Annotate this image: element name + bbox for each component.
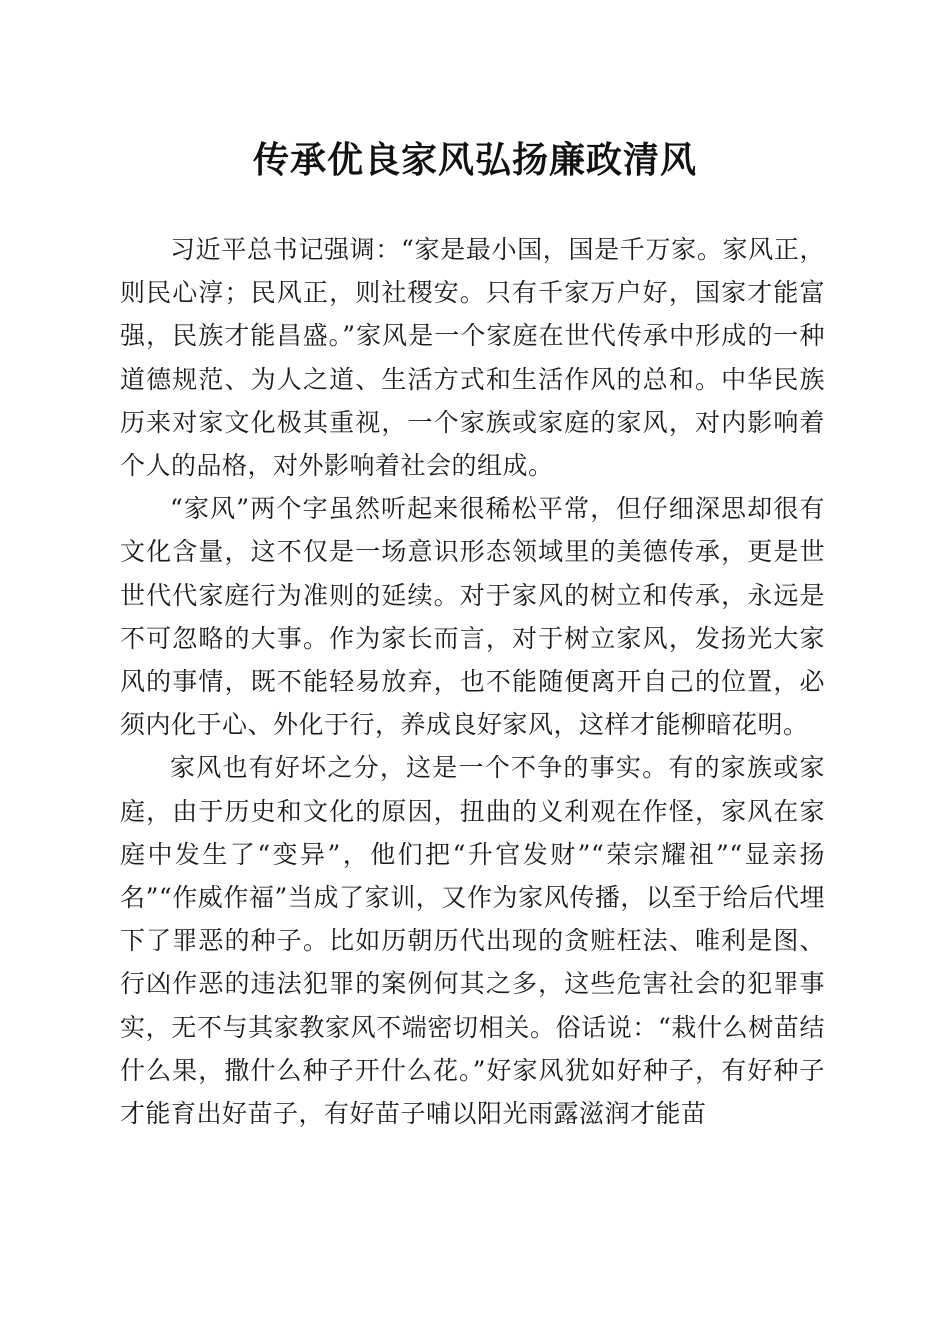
paragraph-2: “家风”两个字虽然听起来很稀松平常，但仔细深思却很有文化含量，这不仅是一场意识形态领域里的美德传承，更是世世代代家庭行为准则的延续。对于家风的树立和传承，永远是不可忽略的大事。作为家长而言，对于树立家风，发扬光大家风的事情，既不能轻易放弃，也不能随便离开自己的位置，必须内化于心、外化于行，养成良好家风，这样才能柳暗花明。 bbox=[120, 494, 825, 740]
paragraph-3: 家风也有好坏之分，这是一个不争的事实。有的家族或家庭，由于历史和文化的原因，扭曲的义利观在作怪，家风在家庭中发生了“变异”，他们把“升官发财”“荣宗耀祖”“显亲扬名”“作威作福”当成了家训，又作为家风传播，以至于给后代埋下了罪恶的种子。比如历朝历代出现的贪赃枉法、唯利是图、行凶作恶的违法犯罪的案例何其之多，这些危害社会的犯罪事实，无不与其家教家风不端密切相关。俗话说：“栽什么树苗结什么果，撒什么种子开什么花。”好家风犹如好种子，有好种子才能育出好苗子，有好苗子哺以阳光雨露滋润才能苗 bbox=[120, 753, 825, 1129]
paragraph-1: 习近平总书记强调：“家是最小国，国是千万家。家风正，则民心淳；民风正，则社稷安。只有千家万户好，国家才能富强，民族才能昌盛。”家风是一个家庭在世代传承中形成的一种道德规范、为人之道、生活方式和生活作风的总和。中华民族历来对家文化极其重视，一个家族或家庭的家风，对内影响着个人的品格，对外影响着社会的组成。 bbox=[120, 235, 825, 481]
document-title: 传承优良家风弘扬廉政清风 bbox=[252, 139, 697, 181]
document-body bbox=[120, 228, 825, 1135]
